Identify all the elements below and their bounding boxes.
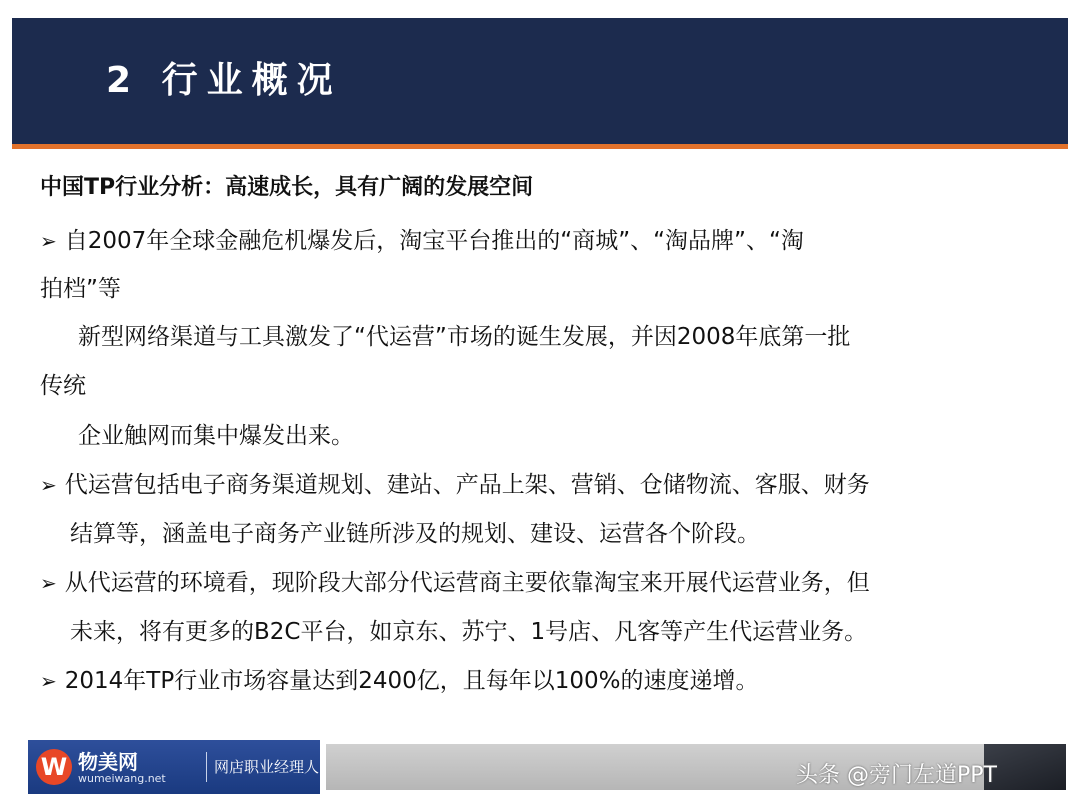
- bullet-1-line-4: 传统: [40, 373, 86, 399]
- bullet-3-line-2: 未来，将有更多的B2C平台，如京东、苏宁、1号店、凡客等产生代运营业务。: [70, 619, 868, 645]
- slide-subtitle: 中国TP行业分析：高速成长，具有广阔的发展空间: [40, 175, 534, 200]
- title-accent-line: [12, 144, 1068, 149]
- bullet-1-line-3: 新型网络渠道与工具激发了“代运营”市场的诞生发展，并因2008年底第一批: [78, 324, 851, 350]
- bullet-1-line-2: 拍档”等: [40, 276, 121, 302]
- slide-title: 2 行业概况: [106, 60, 342, 101]
- logo-divider: [206, 752, 207, 782]
- bullet-1-line-1: ➢ 自2007年全球金融危机爆发后，淘宝平台推出的“商城”、“淘品牌”、“淘: [40, 228, 804, 254]
- logo-url: wumeiwang.net: [78, 772, 166, 785]
- bullet-1-line-5: 企业触网而集中爆发出来。: [78, 423, 354, 449]
- brand-logo: [28, 740, 320, 794]
- arrow-bullet-icon: ➢: [40, 669, 57, 693]
- bullet-2-line-1: ➢ 代运营包括电子商务渠道规划、建站、产品上架、营销、仓储物流、客服、财务: [40, 472, 870, 498]
- arrow-bullet-icon: ➢: [40, 571, 57, 595]
- bullet-4-line-1: ➢ 2014年TP行业市场容量达到2400亿，且每年以100%的速度递增。: [40, 668, 759, 694]
- logo-slogan: 网店职业经理人: [214, 758, 320, 776]
- arrow-bullet-icon: ➢: [40, 229, 57, 253]
- arrow-bullet-icon: ➢: [40, 473, 57, 497]
- logo-name: 物美网: [78, 750, 138, 774]
- bullet-3-line-1: ➢ 从代运营的环境看，现阶段大部分代运营商主要依靠淘宝来开展代运营业务，但: [40, 570, 870, 596]
- watermark: 头条 @旁门左道PPT: [796, 763, 997, 788]
- logo-mark-icon: W: [36, 749, 72, 785]
- bullet-2-line-2: 结算等，涵盖电子商务产业链所涉及的规划、建设、运营各个阶段。: [70, 521, 760, 547]
